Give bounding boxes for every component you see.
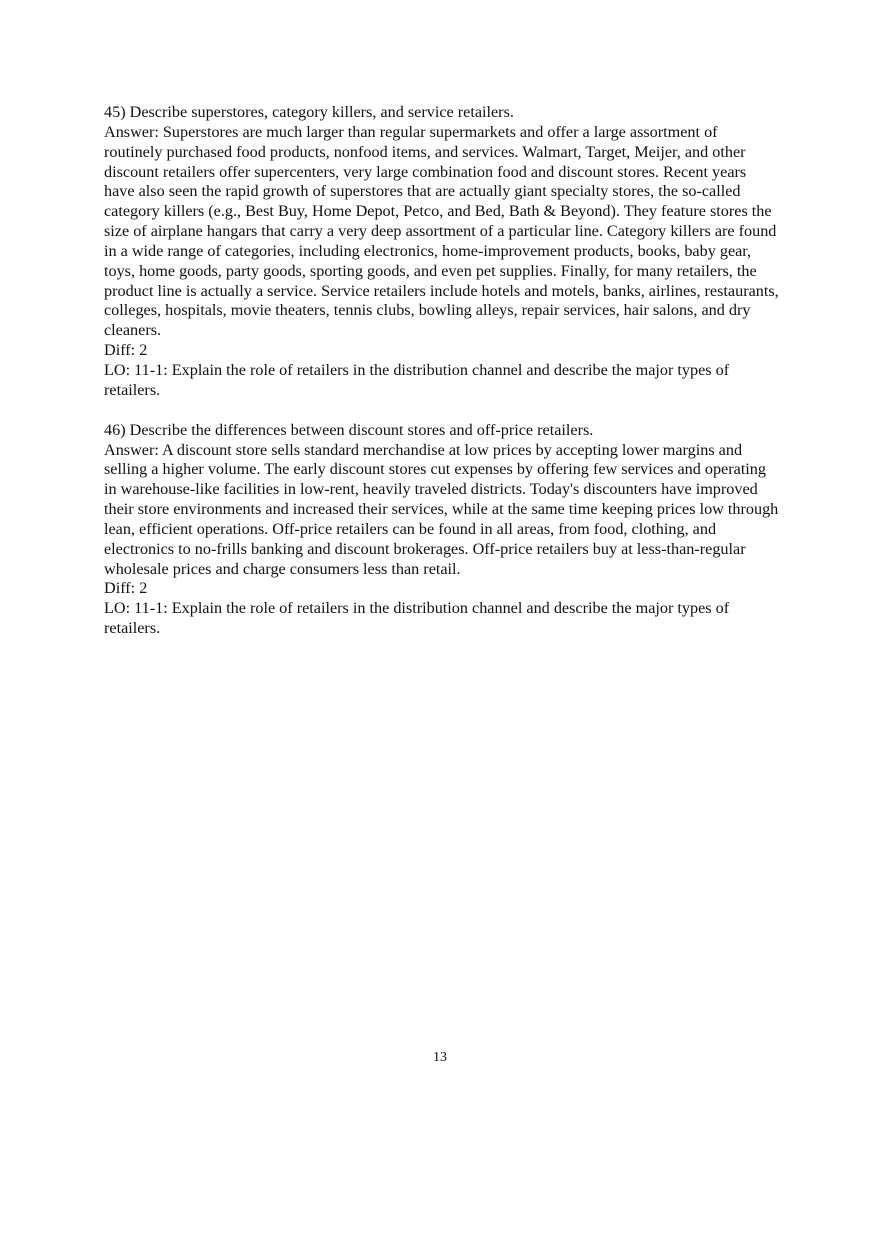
question-text: 45) Describe superstores, category killers, and service retailers. xyxy=(104,103,514,121)
difficulty-text: Diff: 2 xyxy=(104,579,148,598)
page-number: 13 xyxy=(433,1050,447,1065)
difficulty-text: Diff: 2 xyxy=(104,341,148,360)
learning-objective-text: LO: 11-1: Explain the role of retailers in the distribution channel and describe the major types of retailers. xyxy=(104,599,730,638)
answer-text: Answer: Superstores are much larger than regular supermarkets and offer a large assortment of routinely purchased food products, nonfood items, and services. Walmart, Target, Meijer, and other discount retailers offer supercenters, very large combination food and discount stores. Recent years have also seen the rapid growth of superstores that are actually giant specialty stores, the so-called category killers (e.g., Best Buy, Home Depot, Petco, and Bed, Bath & Beyond). They feature stores the size of airplane hangars that carry a very deep assortment of a particular line. Category killers are found in a wide range of categories, including electronics, home-improvement products, books, baby gear, toys, home goods, party goods, sporting goods, and even pet supplies. Finally, for many retailers, the product line is actually a service. Service retailers include hotels and motels, banks, airlines, restaurants, colleges, hospitals, movie theaters, tennis clubs, bowling alleys, repair services, hair salons, and dry cleaners. xyxy=(104,122,779,340)
page-content xyxy=(104,103,779,639)
answer-text: Answer: A discount store sells standard merchandise at low prices by accepting lower margins and selling a higher volume. The early discount stores cut expenses by offering few services and operating in warehouse-like facilities in low-rent, heavily traveled districts. Today's discounters have improved their store environments and increased their services, while at the same time keeping prices low through lean, efficient operations. Off-price retailers can be found in all areas, from food, clothing, and electronics to no-frills banking and discount brokerages. Off-price retailers buy at less-than-regular wholesale prices and charge consumers less than retail. xyxy=(104,440,779,578)
learning-objective-text: LO: 11-1: Explain the role of retailers in the distribution channel and describe the major types of retailers. xyxy=(104,360,730,399)
question-block-45 xyxy=(104,103,779,401)
question-text: 46) Describe the differences between discount stores and off-price retailers. xyxy=(104,420,594,439)
question-block-46 xyxy=(104,421,779,639)
